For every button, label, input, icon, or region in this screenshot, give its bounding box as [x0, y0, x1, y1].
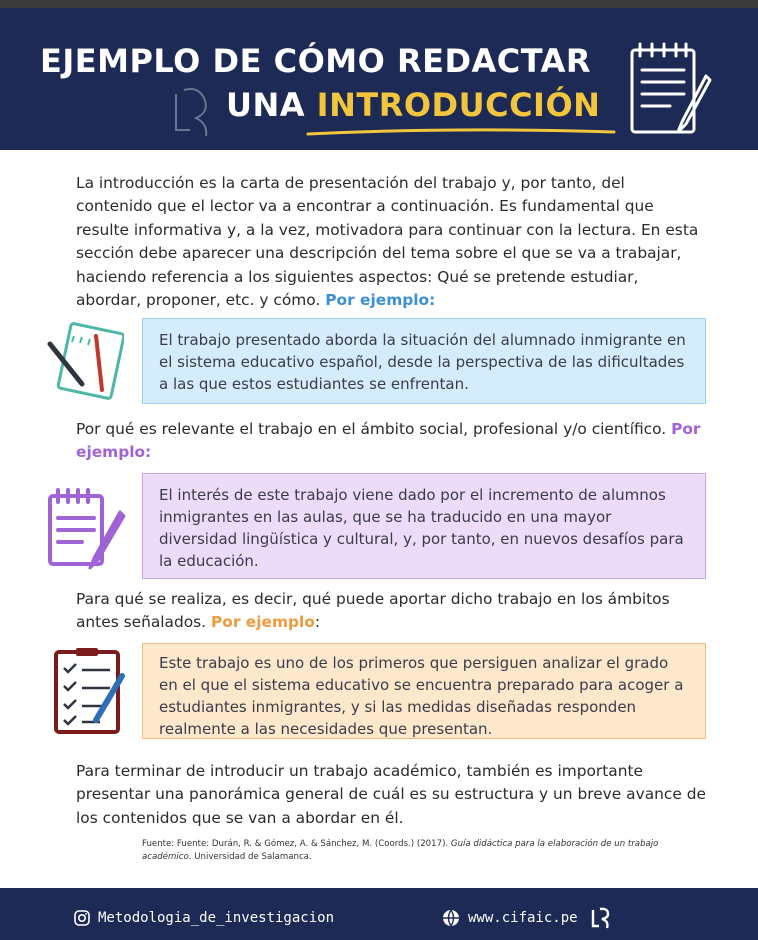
example-box-purple: El interés de este trabajo viene dado por el incremento de alumnos inmigrantes en las aulas, que se ha traducido en una mayor diversidad lingüística y cultural, y, por tanto, en nuevos desafíos para la educación. [142, 473, 706, 579]
source-citation [142, 838, 702, 864]
website-link[interactable]: www.cifaic.pe [468, 910, 578, 926]
notebook-pencils-icon [44, 322, 124, 402]
instagram-handle-link[interactable]: Metodologia_de_investigacion [98, 910, 335, 926]
title-line-2-prefix: UNA [226, 86, 317, 124]
title-line-2 [226, 86, 600, 124]
instagram-icon[interactable] [74, 910, 90, 926]
closing-paragraph: Para terminar de introducir un trabajo académico, también es importante presentar una panorámica general de cuál es su estructura y un breve avance de los contenidos que se van a abordar en él. [76, 762, 706, 827]
why-text: Por qué es relevante el trabajo en el ámbito social, profesional y/o científico. [76, 420, 667, 438]
list-pencil-icon [44, 484, 126, 570]
top-strip [0, 0, 758, 8]
cifaic-logo [590, 906, 612, 930]
checklist-clipboard-icon [52, 646, 128, 736]
why-paragraph [76, 418, 706, 465]
header-banner [0, 8, 758, 150]
keyword-por-ejemplo-3: Por ejemplo [210, 613, 315, 632]
keyword-por-ejemplo-1: Por ejemplo: [325, 291, 436, 310]
purpose-paragraph [76, 588, 706, 635]
title-line-1: EJEMPLO DE CÓMO REDACTAR [40, 42, 592, 80]
intro-text: La introducción es la carta de presentación del trabajo y, por tanto, del contenido que el lector va a encontrar a continuación. Es fundamental que resulte informativa y, a la vez, motivadora para continuar con la lectura. En esta sección debe aparecer una descripción del tema sobre el que se va a trabajar, haciendo referencia a los siguientes aspectos: Qué se pretende estudiar, abordar, proponer, etc. y cómo. [76, 174, 699, 310]
keyword-suffix: : [314, 613, 321, 632]
watermark-logo-icon [170, 84, 218, 140]
title-highlight: INTRODUCCIÓN [316, 86, 601, 124]
notepad-icon [624, 36, 720, 140]
intro-paragraph [76, 172, 706, 312]
source-suffix: . Universidad de Salamanca. [188, 852, 312, 862]
purpose-text: Para qué se realiza, es decir, qué puede aportar dicho trabajo en los ámbitos antes señalados. [76, 590, 670, 632]
globe-icon[interactable] [442, 909, 460, 927]
source-prefix: Fuente: Fuente: Durán, R. & Gómez, A. & Sánchez, M. (Coords.) (2017). [142, 839, 451, 849]
keyword-por-ejemplo-2: Por ejemplo: [76, 420, 701, 462]
example-box-orange: Este trabajo es uno de los primeros que persiguen analizar el grado en el que el sistema educativo se encuentra preparado para acoger a estudiantes inmigrantes, y si las medidas diseñadas responden realmente a las necesidades que presentan. [142, 643, 706, 739]
source-title: Guía didáctica para la elaboración de un trabajo académico [142, 839, 659, 862]
footer-bar [0, 888, 758, 940]
title-underline-swoosh [306, 126, 616, 138]
example-box-blue: El trabajo presentado aborda la situación del alumnado inmigrante en el sistema educativo español, desde la perspectiva de las dificultades a las que estos estudiantes se enfrentan. [142, 318, 706, 404]
